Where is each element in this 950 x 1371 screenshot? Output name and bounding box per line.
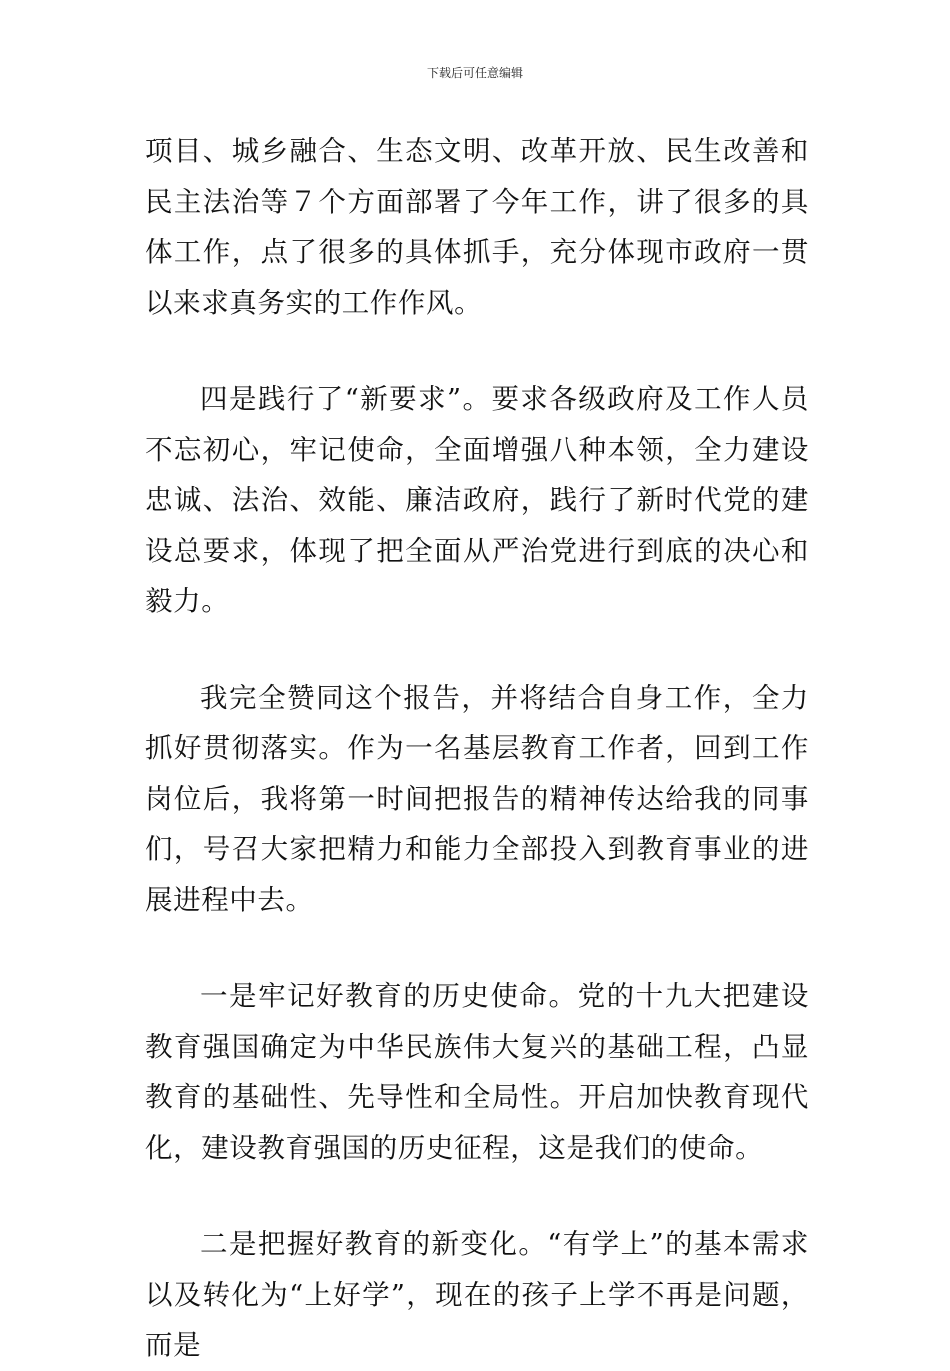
- document-body: [145, 126, 809, 1371]
- paragraph-education-mission: 一是牢记好教育的历史使命。党的十九大把建设教育强国确定为中华民族伟大复兴的基础工程，凸显教育的基础性、先导性和全局性。开启加快教育现代化，建设教育强国的历史征程，这是我们的使命。: [145, 980, 809, 1164]
- paragraph-endorsement: 我完全赞同这个报告，并将结合自身工作，全力抓好贯彻落实。作为一名基层教育工作者，回到工作岗位后，我将第一时间把报告的精神传达给我的同事们，号召大家把精力和能力全部投入到教育事业的进展进程中去。: [145, 681, 809, 916]
- paragraph-education-changes: 二是把握好教育的新变化。“有学上”的基本需求以及转化为“上好学”，现在的孩子上学不再是问题，而是: [145, 1228, 809, 1361]
- paragraph-new-requirements: 四是践行了“新要求”。要求各级政府及工作人员不忘初心，牢记使命，全面增强八种本领，全力建设忠诚、法治、效能、廉洁政府，践行了新时代党的建设总要求，体现了把全面从严治党进行到底的决心和毅力。: [145, 383, 809, 617]
- page-header-note: 下载后可任意编辑: [426, 66, 523, 80]
- paragraph-work-deployment: 项目、城乡融合、生态文明、改革开放、民生改善和民主法治等７个方面部署了今年工作，讲了很多的具体工作，点了很多的具体抓手，充分体现市政府一贯以来求真务实的工作作风。: [145, 135, 809, 319]
